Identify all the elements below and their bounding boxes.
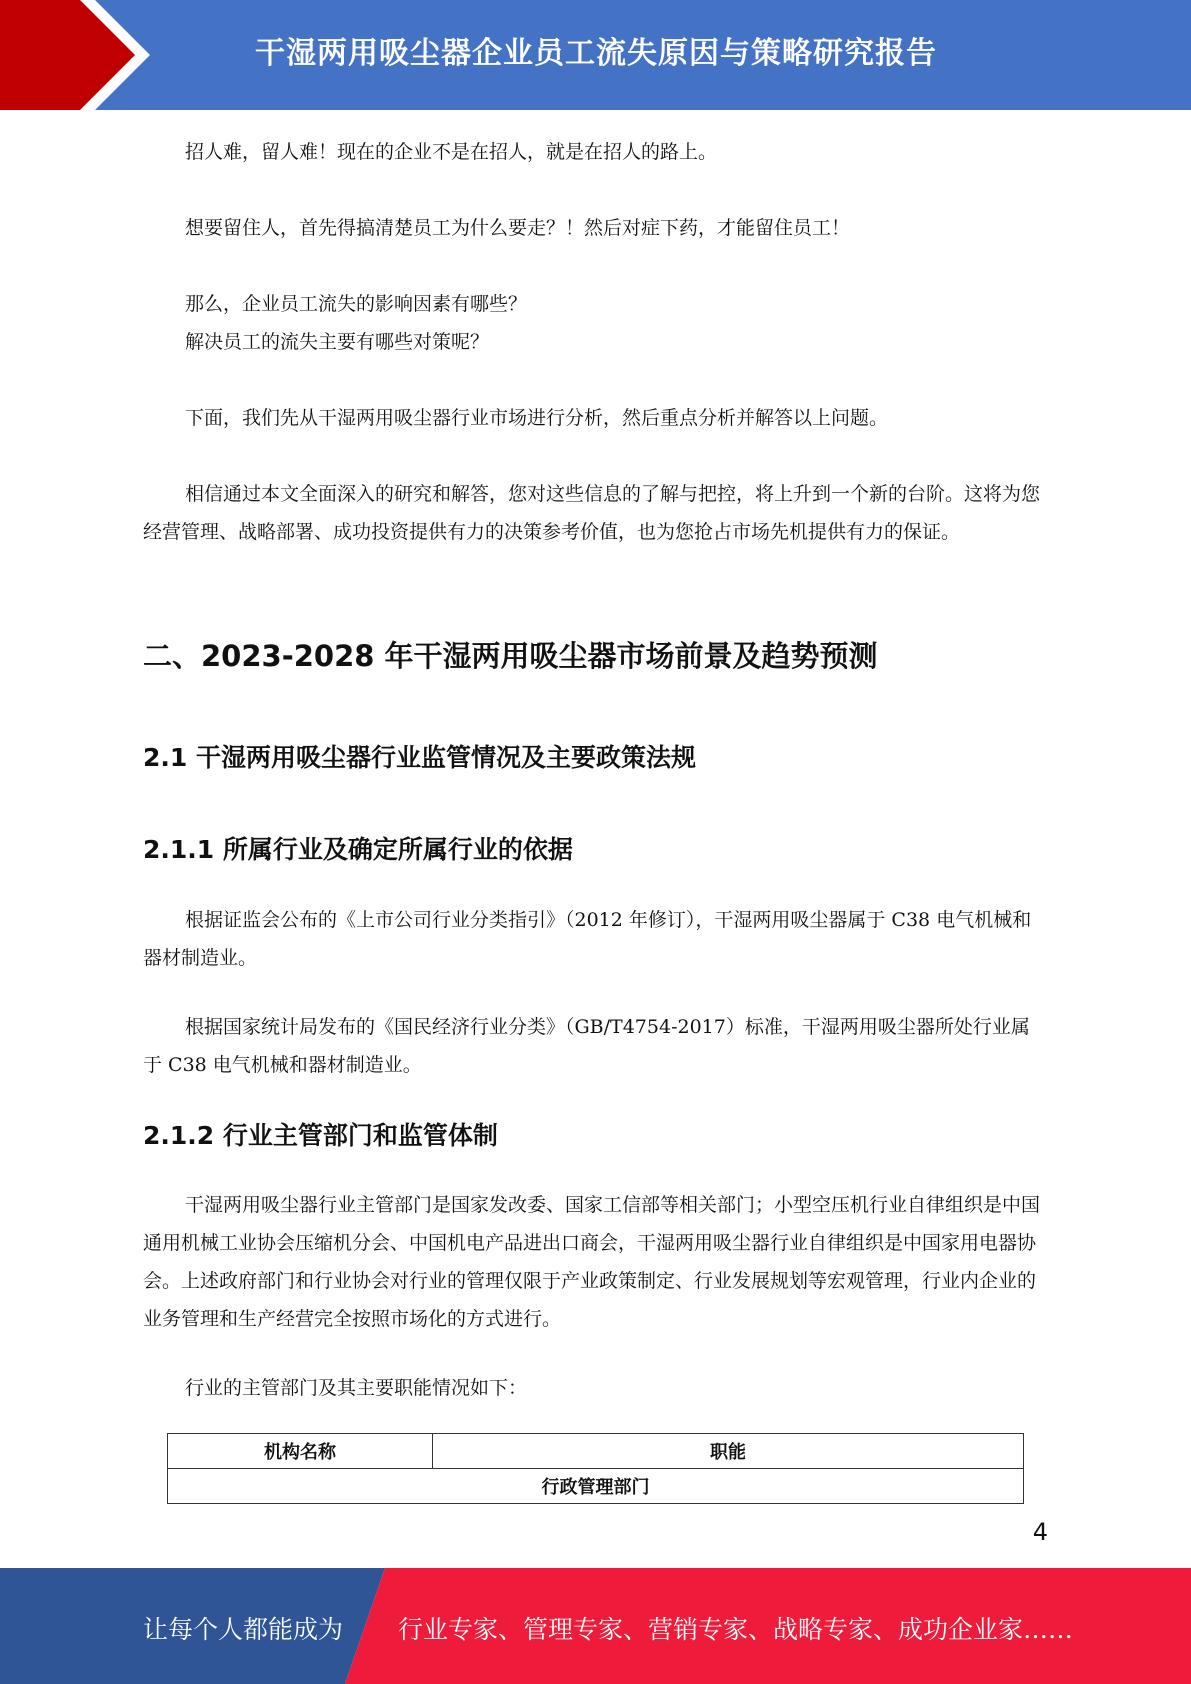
table-row [168,1469,1024,1504]
paragraph-intro-3: 下面，我们先从干湿两用吸尘器行业市场进行分析，然后重点分析并解答以上问题。 [185,407,889,429]
subsection-heading-2-1-2: 2.1.2 行业主管部门和监管体制 [143,1121,498,1150]
paragraph-intro-2: 想要留住人，首先得搞清楚员工为什么要走？！然后对症下药，才能留住员工！ [185,217,851,239]
section-heading: 二、2023-2028 年干湿两用吸尘器市场前景及趋势预测 [143,639,878,673]
table-header-row [168,1434,1024,1469]
department-table [167,1433,1024,1505]
paragraph-table-intro: 行业的主管部门及其主要职能情况如下： [185,1377,528,1399]
paragraph-regulation: 干湿两用吸尘器行业主管部门是国家发改委、国家工信部等相关部门；小型空压机行业自律组织是中国通用机械工业协会压缩机分会、中国机电产品进出口商会，干湿两用吸尘器行业自律组织是中国家用电器协会。上述政府部门和行业协会对行业的管理仅限于产业政策制定、行业发展规划等宏观管理，行业内企业的业务管理和生产经营完全按照市场化的方式进行。 [143,1194,1041,1330]
page-header [0,0,1191,110]
report-title: 干湿两用吸尘器企业员工流失原因与策略研究报告 [255,36,937,71]
paragraph-question-2: 解决员工的流失主要有哪些对策呢？ [185,331,490,353]
paragraph-industry-2: 根据国家统计局发布的《国民经济行业分类》（GB/T4754-2017）标准，干湿两用吸尘器所处行业属于 C38 电气机械和器材制造业。 [143,1016,1030,1076]
subsection-heading-2-1-1: 2.1.1 所属行业及确定所属行业的依据 [143,835,573,864]
paragraph-intro-4: 相信通过本文全面深入的研究和解答，您对这些信息的了解与把控，将上升到一个新的台阶。这将为您经营管理、战略部署、成功投资提供有力的决策参考价值，也为您抢占市场先机提供有力的保证。 [143,483,1041,543]
table-section-row: 行政管理部门 [168,1469,1024,1504]
page-number: 4 [1032,1518,1048,1546]
table-header-function: 职能 [433,1434,1024,1469]
footer-slogan-right: 行业专家、管理专家、营销专家、战略专家、成功企业家…… [398,1615,1074,1644]
subsection-heading-2-1: 2.1 干湿两用吸尘器行业监管情况及主要政策法规 [143,743,696,772]
page-footer [0,1568,1191,1684]
table-header-org: 机构名称 [168,1434,433,1469]
paragraph-intro-1: 招人难，留人难！现在的企业不是在招人，就是在招人的路上。 [185,141,718,163]
footer-slogan-left: 让每个人都能成为 [143,1615,344,1644]
paragraph-question-1: 那么，企业员工流失的影响因素有哪些？ [185,293,528,315]
paragraph-industry-1: 根据证监会公布的《上市公司行业分类指引》（2012 年修订），干湿两用吸尘器属于 C38 电气机械和器材制造业。 [143,909,1032,969]
header-chevron-icon [0,0,150,110]
